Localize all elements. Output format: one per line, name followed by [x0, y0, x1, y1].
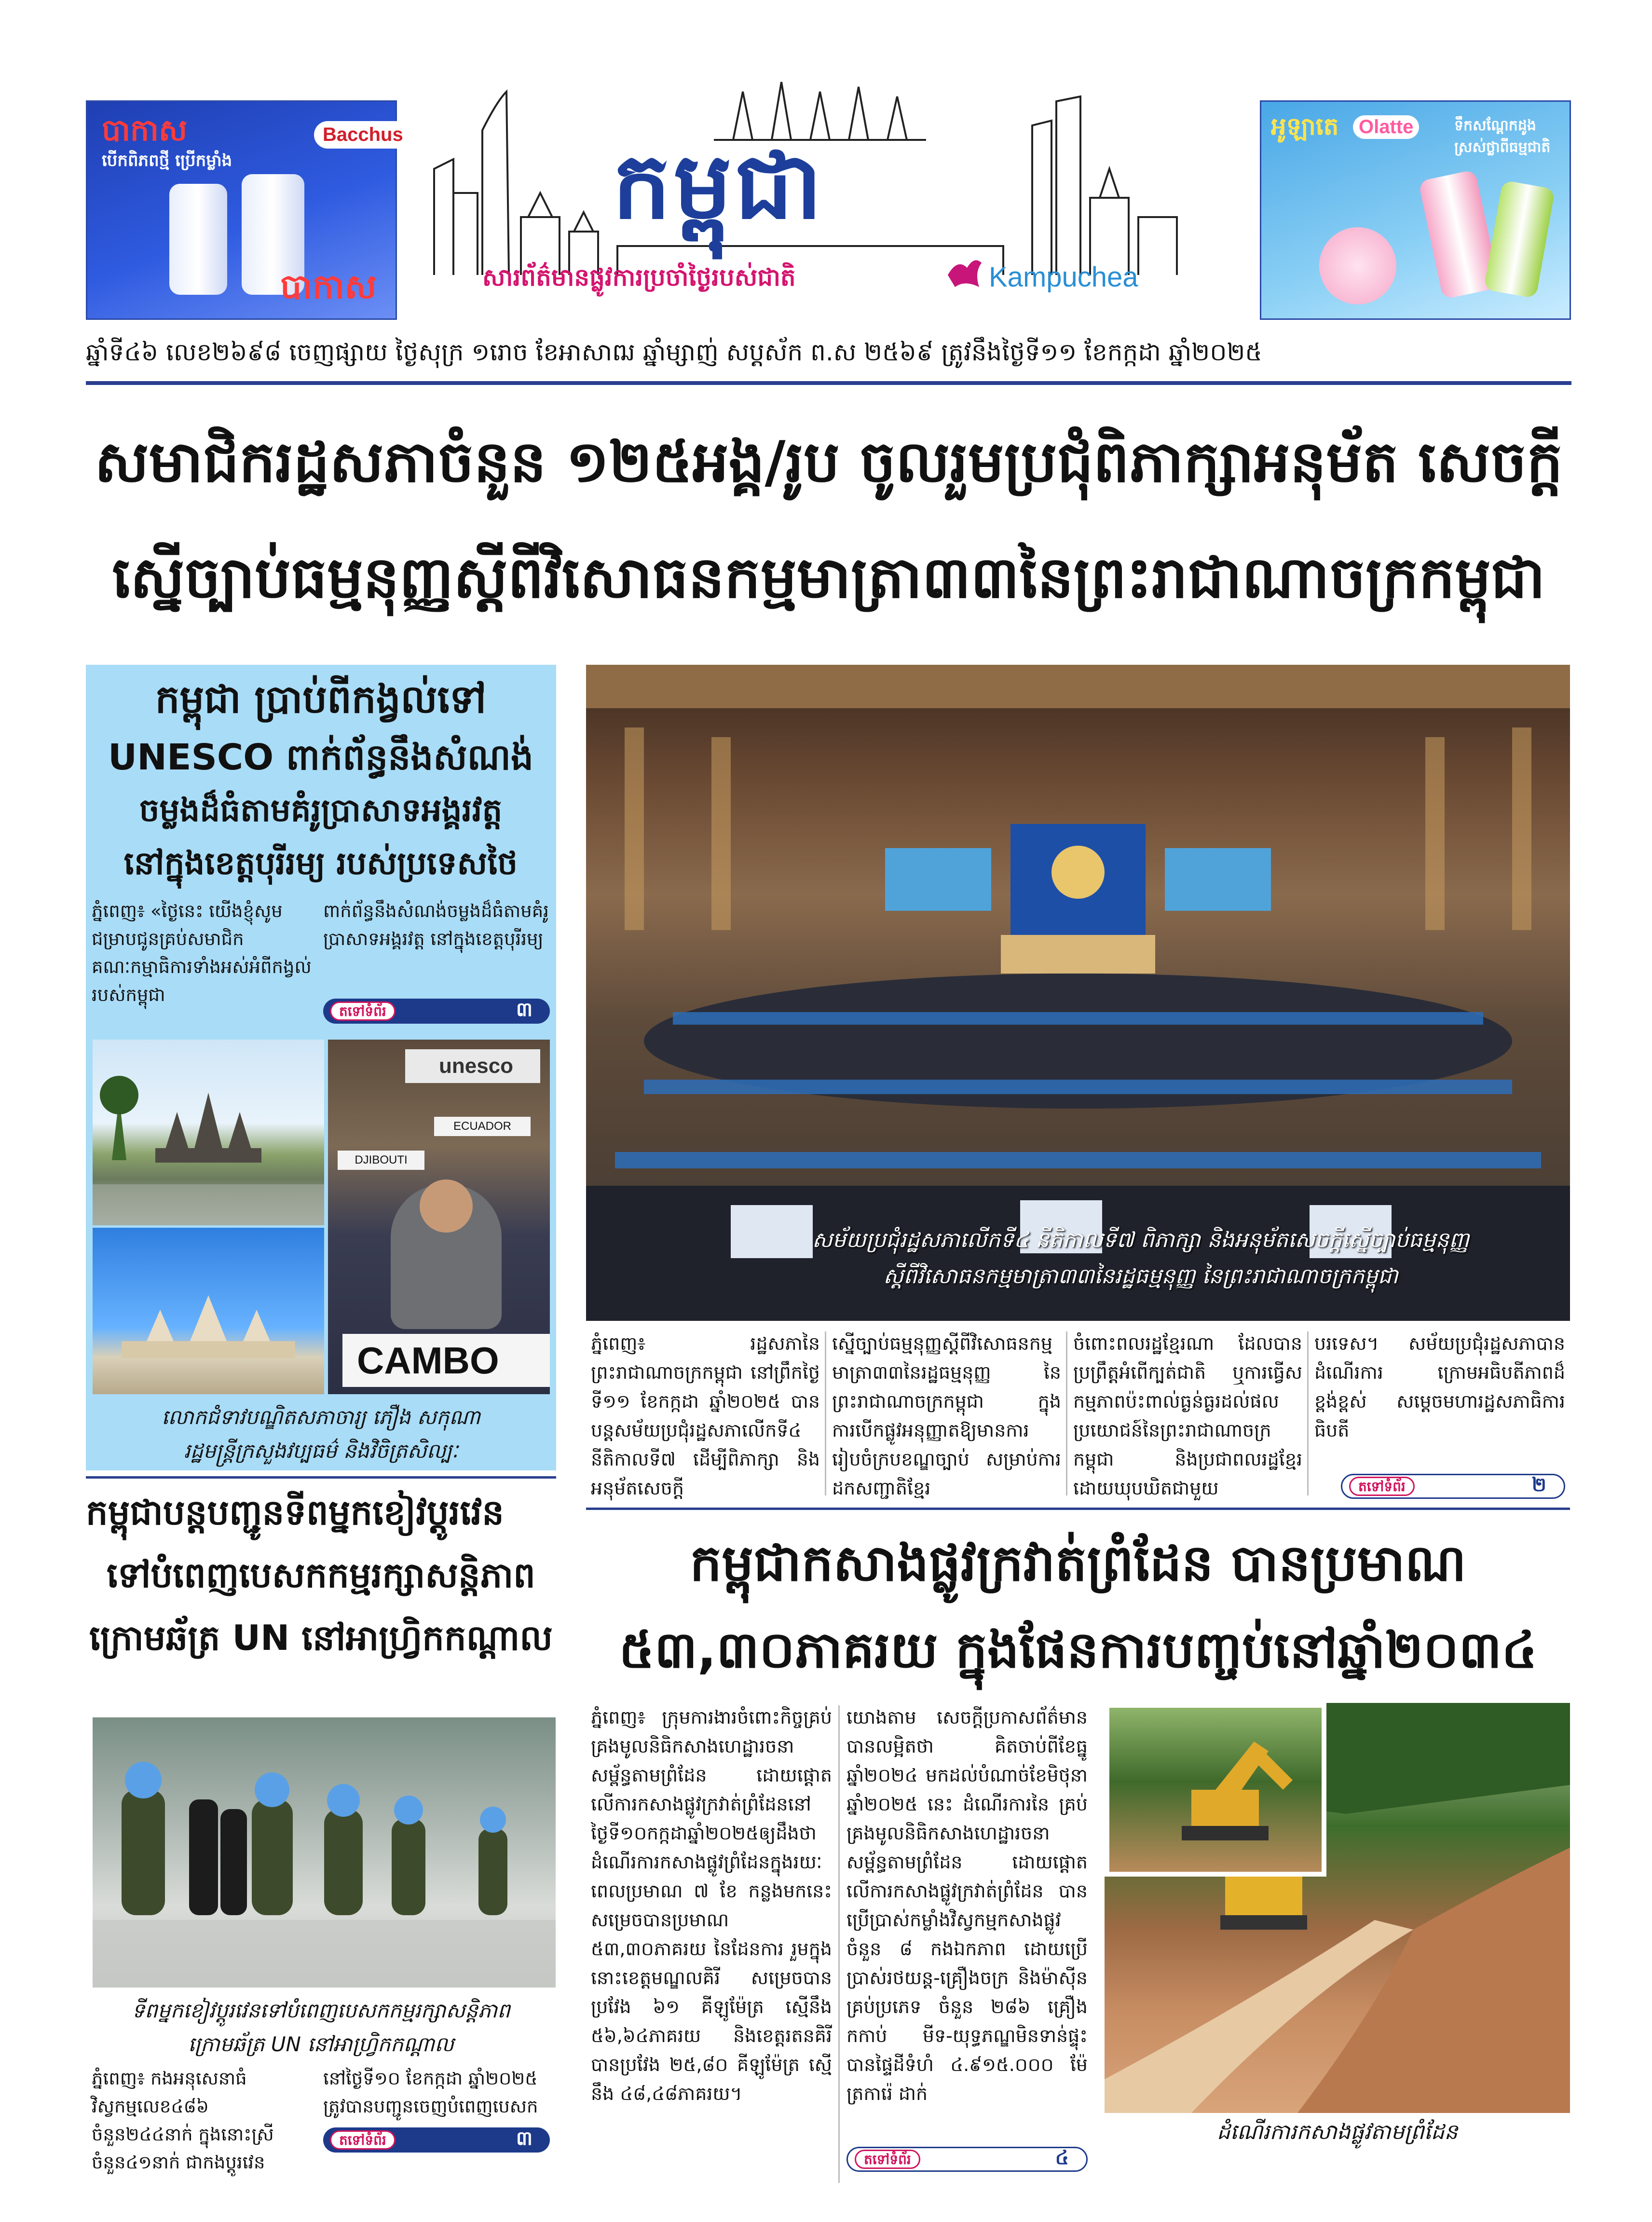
assembly-col-2: ស្នើច្បាប់ធម្មនុញ្ញស្តីពីវិសោធនកម្មមាត្រា៣៣នៃរដ្ឋធម្មនុញ្ញ នៃព្រះរាជាណាចក្រកម្ពុជា ក្នុងការបើកផ្លូវអនុញ្ញាតឱ្យមានការរៀបចំក្របខណ្ឌច្បាប់ សម្រាប់ការដកសញ្ជាតិខ្មែរ [832, 1333, 1061, 1499]
newspaper-logo[interactable]: កម្ពុជា [612, 132, 825, 239]
column-divider [825, 1331, 826, 1495]
readmore-page: ២ [1531, 1473, 1546, 1496]
section-rule [86, 1476, 556, 1479]
bacchus-logo: Bacchus [314, 121, 412, 149]
border-road-photo[interactable] [1105, 1703, 1570, 2113]
assembly-readmore[interactable] [1341, 1474, 1565, 1499]
olatte-logo: Olatte [1353, 115, 1419, 139]
temple-icon [93, 1228, 324, 1394]
peacekeeper-readmore[interactable] [323, 2127, 550, 2153]
masthead-rule [86, 381, 1571, 385]
road-col-2: យោងតាម សេចក្តីប្រកាសព័ត៌មានបានលម្អិតថា គិតចាប់ពីខែធ្នូ ឆ្នាំ២០២៤ មកដល់បំណាច់ខែមិថុនា ឆ្នាំ២០២៥ នេះ ដំណើរការនៃ គ្រប់គ្រងមូលនិធិកសាងហេដ្ឋារចនាសម្ព័ន្ធតាមព្រំដែន ដោយផ្តោតលើការកសាងផ្លូវក្រវាត់ព្រំដែន បានប្រើប្រាស់កម្លាំងវិស្វកម្មកសាងផ្លូវចំនួន ៨ កងឯកភាព ដោយប្រើប្រាស់រថយន្ត-គ្រឿងចក្រ និងម៉ាស៊ីនគ្រប់ប្រភេទ ចំនួន ២៨៦ គ្រឿង កកាប់ មីទ-យុទ្ធភណ្ឌមិនទាន់ផ្ទុះ បានផ្ទៃដីទំហំ ៤.៩១៥.០០០ ម៉ែត្រការ៉េ ដាក់ [846, 1707, 1088, 2104]
peacekeeper-headline-1[interactable]: កម្ពុជាបន្តបញ្ជូនទីពម្នកខៀវប្តូរវេន [86, 1492, 504, 1533]
peacekeeper-caption-2: ក្រោមឆ័ត្រ UN នៅអាហ្វ្រិកកណ្តាល [188, 2032, 454, 2056]
dove-icon [945, 253, 984, 292]
readmore-page: ៤ [1055, 2146, 1069, 2169]
minister-photo[interactable] [328, 1040, 550, 1394]
peacekeepers-photo[interactable] [93, 1717, 556, 1988]
ad-banner-bacchus[interactable] [86, 100, 403, 320]
column-divider [1066, 1331, 1067, 1495]
excavator-icon [1109, 1708, 1322, 1872]
assembly-icon [586, 665, 1570, 1321]
assembly-col-4: បរទេស។ សម័យប្រជុំរដ្ឋសភាបានដំណើរការ ក្រោមអធិបតីភាពដ៏ខ្ពង់ខ្ពស់ សម្តេចមហារដ្ឋសភាធិការធិបតី [1314, 1333, 1565, 1441]
unesco-caption-1: លោកជំទាវបណ្ឌិតសភាចារ្យ ភឿង សកុណា [162, 1405, 480, 1429]
assembly-hall-photo[interactable] [586, 665, 1570, 1321]
angkor-wat-photo[interactable] [93, 1040, 324, 1225]
road-caption: ដំណើរការកសាងផ្លូវតាមព្រំដែន [1216, 2120, 1458, 2144]
face-figure [420, 1180, 473, 1233]
unesco-body-left: ភ្នំពេញ៖ «ថ្ងៃនេះ យើងខ្ញុំសូមជម្រាបជូនគ្រប់សមាជិកគណៈកម្មាធិការទាំងអស់អំពីកង្វល់របស់កម្ពុជា [92, 901, 312, 1005]
column-divider [838, 1705, 840, 2183]
can-icon [169, 184, 227, 295]
ad-line1: បាកាស [102, 112, 188, 148]
readmore-label: តទៅទំព័រ [330, 1001, 396, 1021]
dateline: ឆ្នាំទី៤៦ លេខ២៦៩៨ ចេញផ្សាយ ថ្ងៃសុក្រ ១រោច ខែអាសាឍ ឆ្នាំម្សាញ់ សប្តស័ក ព.ស ២៥៦៩ ត្រូវនឹងថ្ងៃទី១១ ខែកក្កដា ឆ្នាំ២០២៥ [86, 338, 1262, 366]
assembly-col-1: ភ្នំពេញ៖ រដ្ឋសភានៃព្រះរាជាណាចក្រកម្ពុជា នៅព្រឹកថ្ងៃ ទី១១ ខែកក្កដា ឆ្នាំ២០២៥ បានបន្តសម័យប្រជុំរដ្ឋសភាលើកទី៤ នីតិកាលទី៧ ដើម្បីពិភាក្សា និងអនុម័តសេចក្តី [591, 1333, 820, 1499]
road-headline-2[interactable]: ៥៣,៣០ភាគរយ ក្នុងផែនការបញ្ចប់នៅឆ្នាំ២០៣៤ [619, 1620, 1537, 1679]
unesco-caption-2: រដ្ឋមន្ត្រីក្រសួងវប្បធម៌ និងវិចិត្រសិល្បៈ [184, 1439, 458, 1463]
ad-line3: បាកាស [280, 267, 377, 306]
peacekeeper-headline-3[interactable]: ក្រោមឆ័ត្រ UN នៅអាហ្វ្រិកកណ្តាល [89, 1618, 553, 1658]
readmore-label: តទៅទំព័រ [855, 2150, 920, 2169]
unesco-sign: unesco [405, 1049, 540, 1083]
replica-temple-photo[interactable] [93, 1228, 324, 1394]
unesco-headline-3[interactable]: ចម្លងដ៏ធំតាមគំរូប្រាសាទអង្គរវត្ត [139, 792, 503, 829]
unesco-readmore[interactable] [323, 999, 550, 1024]
fruit-icon [1319, 227, 1396, 304]
assembly-caption-1: សម័យប្រជុំរដ្ឋសភាលើកទី៤ នីតិកាលទី៧ ពិភាក្សា និងអនុម័តសេចក្តីស្នើច្បាប់ធម្មនុញ្ញ [812, 1228, 1470, 1252]
readmore-page: ៣ [516, 998, 532, 1021]
assembly-col-3: ចំពោះពលរដ្ឋខ្មែរណា ដែលបានប្រព្រឹត្តអំពើក្បត់ជាតិ ឬការធ្វើសកម្មភាពប៉ះពាល់ធ្ងន់ធ្ងរដល់ផលប្រយោជន៍នៃព្រះរាជាណាចក្រកម្ពុជា និងប្រជាពលរដ្ឋខ្មែរដោយឃុបឃិតជាមួយ [1073, 1333, 1302, 1499]
logo-latin: Kampuchea [989, 261, 1138, 293]
readmore-label: តទៅទំព័រ [330, 2130, 396, 2150]
road-headline-1[interactable]: កម្ពុជាកសាងផ្លូវក្រវាត់ព្រំដែន បានប្រមាណ [690, 1534, 1466, 1592]
can-icon [1484, 180, 1555, 299]
peacekeeper-headline-2[interactable]: ទៅបំពេញបេសកកម្មរក្សាសន្តិភាព [107, 1555, 535, 1595]
readmore-page: ៣ [516, 2127, 532, 2150]
unesco-headline-2[interactable]: UNESCO ពាក់ព័ន្ធនឹងសំណង់ [108, 737, 533, 778]
ad-banner-olatte[interactable] [1260, 100, 1571, 320]
peacekeeper-body-left: ភ្នំពេញ៖ កងអនុសេនាធំវិស្វកម្មលេខ៤៨៦ ចំនួន២៤៤នាក់ ក្នុងនោះស្រីចំនួន៤១នាក់ ជាកងប្តូរវេន [92, 2068, 274, 2173]
ad-line2: ទឹកសណ្ដែកដូង [1454, 117, 1536, 134]
unesco-headline-1[interactable]: កម្ពុជា ប្រាប់ពីកង្វល់ទៅ [155, 677, 487, 722]
peacekeeper-caption-1: ទីពម្នកខៀវប្តូរវេនទៅបំពេញបេសកកម្មរក្សាសន្តិភាព [132, 1999, 510, 2022]
country-placard: CAMBO [342, 1334, 550, 1387]
main-headline-line2[interactable]: ស្នើច្បាប់ធម្មនុញ្ញស្តីពីវិសោធនកម្មមាត្រា៣៣នៃព្រះរាជាណាចក្រកម្ពុជា [112, 544, 1545, 611]
ad-line3: ស្រស់ថ្លាពីធម្មជាតិ [1454, 139, 1551, 156]
unesco-headline-4[interactable]: នៅក្នុងខេត្តបុរីរម្យ របស់ប្រទេសថៃ [123, 845, 518, 882]
peacekeeper-body-right: នៅថ្ងៃទី១០ ខែកក្កដា ឆ្នាំ២០២៥ ត្រូវបានបញ្ជូនចេញបំពេញបេសក [323, 2068, 538, 2117]
soldiers-icon [93, 1717, 556, 1988]
seat-sign: DJIBOUTI [338, 1151, 424, 1170]
road-readmore[interactable] [846, 2147, 1088, 2172]
readmore-label: តទៅទំព័រ [1349, 1477, 1415, 1496]
seat-sign: ECUADOR [434, 1117, 531, 1136]
road-col-1: ភ្នំពេញ៖ ក្រុមការងារចំពោះកិច្ចគ្រប់គ្រងមូលនិធិកសាងហេដ្ឋារចនាសម្ព័ន្ធតាមព្រំដែន ដោយផ្តោតលើការកសាងផ្លូវក្រវាត់ព្រំដែននៅថ្ងៃទី១០កក្កដាឆ្នាំ២០២៥ឲ្យដឹងថា ដំណើរការកសាងផ្លូវព្រំដែនក្នុងរយៈពេលប្រមាណ ៧ ខែ កន្លងមកនេះសម្រេចបានប្រមាណ ៥៣,៣០ភាគរយ នៃដែនការ រួមក្នុងនោះខេត្តមណ្ឌលគិរី សម្រេចបានប្រវែង ៦១ គីឡូម៉ែត្រ ស្មើនឹង ៥៦,៦៤ភាគរយ និងខេត្តរតនគិរី បានប្រវែង ២៥,៨០ គីឡូម៉ែត្រ ស្មើនឹង ៤៨,៤៨ភាគរយ។ [591, 1707, 832, 2104]
unesco-body-right: ពាក់ព័ន្ធនឹងសំណង់ចម្លងដ៏ធំតាមគំរូប្រាសាទអង្គរវត្ត នៅក្នុងខេត្តបុរីរម្យ [323, 901, 549, 949]
main-headline-line1[interactable]: សមាជិករដ្ឋសភាចំនួន ១២៥អង្គ/រូប ចូលរួមប្រជុំពិភាក្សាអនុម័ត សេចក្តី [95, 428, 1563, 495]
section-rule [586, 1508, 1570, 1510]
logo-tagline: សារព័ត៌មានផ្លូវការប្រចាំថ្ងៃរបស់ជាតិ [482, 263, 796, 291]
ad-line2: បើកពិភពថ្មី ប្រើកម្លាំង [102, 151, 232, 170]
temple-icon [93, 1040, 324, 1225]
ad-line1: អូឡាតេ [1271, 112, 1339, 140]
inset-excavator-photo[interactable] [1105, 1703, 1326, 1877]
column-divider [1307, 1331, 1309, 1495]
assembly-caption-2: ស្តីពីវិសោធនកម្មមាត្រា៣៣នៃរដ្ឋធម្មនុញ្ញ នៃព្រះរាជាណាចក្រកម្ពុជា [883, 1264, 1398, 1289]
